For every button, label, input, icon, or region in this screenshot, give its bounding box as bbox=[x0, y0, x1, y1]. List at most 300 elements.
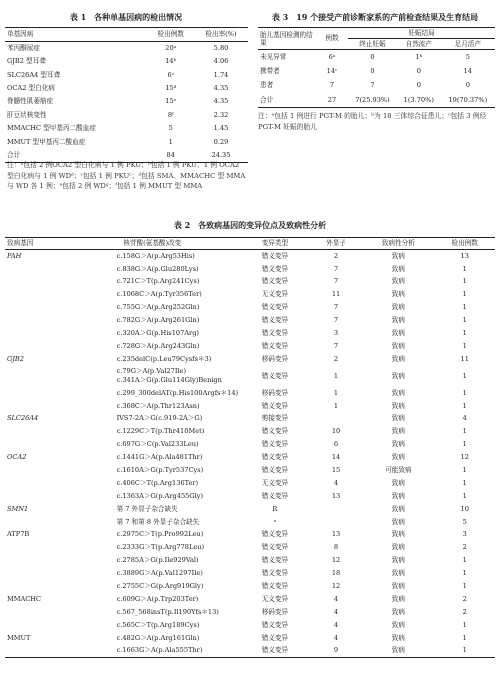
table3-cell-label: 携带者 bbox=[260, 66, 280, 75]
table2-cell-type: 移码变异 bbox=[261, 607, 289, 616]
table2-cell-type: 无义变异 bbox=[261, 478, 289, 487]
table2-cell-count: 1 bbox=[462, 491, 467, 500]
table2-change-text: c.3889G＞A(p.Val1297Ile) bbox=[116, 569, 203, 578]
table2-cell-exon: 7 bbox=[333, 341, 339, 350]
table2-cell-type: 错义变异 bbox=[261, 466, 289, 474]
table1-cell-disease: OCA2 型白化病 bbox=[7, 84, 55, 93]
table2-cell-change bbox=[65, 250, 241, 263]
table2-row bbox=[5, 275, 495, 288]
table2-cell-count: 11 bbox=[460, 354, 469, 363]
table2-cell-pathogenicity: 致病 bbox=[391, 354, 405, 363]
table2-cell-count: 1 bbox=[462, 264, 467, 273]
table2-cell-count: 1 bbox=[462, 646, 467, 655]
table1-cell-count: 15ᵈ bbox=[165, 84, 177, 93]
table2-cell-gene bbox=[5, 490, 65, 503]
table1 bbox=[5, 27, 248, 163]
table2-cell-gene bbox=[5, 464, 65, 477]
table2-change-text: c.368C＞A(p.Thr123Asn) bbox=[116, 401, 200, 410]
table1-cell-count: 5 bbox=[168, 124, 173, 133]
table2-change-text: c.406C＞T(p.Arg136Ter) bbox=[116, 478, 199, 487]
table1-row bbox=[5, 82, 248, 95]
table2-cell-pathogenicity: 致病 bbox=[391, 620, 405, 629]
table2-cell-change bbox=[65, 554, 241, 567]
table2-cell-pathogenicity: 致病 bbox=[391, 569, 405, 578]
table2-cell-exon: 13 bbox=[331, 530, 341, 539]
table2-cell-count: 5 bbox=[462, 517, 467, 526]
table3-cell-livebirth: 5 bbox=[465, 52, 470, 61]
table2-row bbox=[5, 464, 495, 477]
table2-cell-type: 错义变异 bbox=[261, 556, 289, 565]
table2-cell-exon: 14 bbox=[331, 453, 341, 462]
table3-cell-terminate: 0 bbox=[370, 66, 375, 75]
table2-row bbox=[5, 567, 495, 580]
table2-cell-change bbox=[65, 314, 241, 327]
table2-cell-gene: OCA2 bbox=[7, 453, 27, 462]
table2-cell-exon: 15 bbox=[331, 466, 341, 474]
table2-cell-count: 1 bbox=[462, 633, 467, 642]
table2-row bbox=[5, 399, 495, 412]
table2-cell-count: 12 bbox=[460, 453, 469, 462]
table2-change-text: c.235delC(p.Leu79Cysfs＊3) bbox=[116, 354, 212, 363]
table1-cell-rate: 4.06 bbox=[213, 57, 229, 66]
table2-change-text: c.697G＞C(p.Val233Leu) bbox=[116, 440, 199, 449]
table2-row bbox=[5, 314, 495, 327]
table3-header-cases: 例数 bbox=[325, 34, 339, 43]
table1-row bbox=[5, 42, 248, 55]
table3-header-miscarriage: 自然流产 bbox=[405, 39, 432, 48]
table2-cell-gene bbox=[5, 438, 65, 451]
table3-cell-terminate: 0 bbox=[370, 52, 375, 61]
table1-caption: 表 1 各种单基因病的检出情况 bbox=[69, 12, 183, 22]
table2-cell-pathogenicity: 致病 bbox=[391, 504, 405, 513]
table2-change-text: c.755G＞A(p.Arg252Gln) bbox=[116, 303, 200, 312]
table2-cell-pathogenicity: 致病 bbox=[391, 341, 405, 350]
table2-cell-count: 1 bbox=[462, 556, 467, 565]
table2-change-text: c.838G＞A(p.Glu280Lys) bbox=[116, 264, 199, 273]
table2-cell-exon: 7 bbox=[333, 303, 339, 312]
table2-cell-count: 10 bbox=[460, 504, 469, 513]
table2-change-text: c.609G＞A(p.Trp203Ter) bbox=[116, 594, 199, 603]
table2-cell-change bbox=[65, 619, 241, 632]
table3 bbox=[258, 27, 495, 108]
table2-cell-change bbox=[65, 528, 241, 541]
table2-cell-exon: 7 bbox=[333, 264, 339, 273]
table2-cell-count: 13 bbox=[460, 251, 469, 260]
table2-cell-pathogenicity: 致病 bbox=[391, 517, 405, 526]
table2-cell-exon: 2 bbox=[333, 354, 339, 363]
table2-cell-change bbox=[65, 438, 241, 451]
table3-header-row-1 bbox=[258, 28, 495, 39]
table2-cell-type: 错义变异 bbox=[261, 543, 289, 552]
table1-cell-rate: 4.35 bbox=[213, 97, 229, 106]
table1-header-rate: 检出率(%) bbox=[205, 30, 237, 39]
table3-cell-label: 合计 bbox=[260, 95, 274, 104]
table2-cell-gene bbox=[5, 275, 65, 288]
table2-cell-change bbox=[65, 580, 241, 593]
table2-cell-pathogenicity: 致病 bbox=[391, 646, 405, 655]
table2-header-exon: 外显子 bbox=[326, 239, 346, 248]
table2-cell-exon: 6 bbox=[333, 440, 339, 449]
table1-cell-rate: 4.35 bbox=[213, 84, 229, 93]
table3-cell-livebirth: 0 bbox=[465, 81, 470, 90]
table3-cell-cases: 6ᵃ bbox=[328, 52, 336, 61]
table3-cell-miscarriage: 0 bbox=[416, 66, 421, 75]
table2-row bbox=[5, 644, 495, 657]
table2-cell-exon: 1 bbox=[333, 371, 339, 380]
table2-row bbox=[5, 554, 495, 567]
table2-change-text: c.1441G＞A(p.Ala481Thr) bbox=[116, 453, 203, 462]
table2-cell-exon: 7 bbox=[333, 316, 339, 325]
table1-row bbox=[5, 68, 248, 81]
table2-cell-count: 1 bbox=[462, 277, 467, 286]
table2-cell-type: 错义变异 bbox=[261, 646, 289, 655]
table2-cell-pathogenicity: 致病 bbox=[391, 530, 405, 539]
table2-cell-exon: 12 bbox=[331, 582, 341, 591]
table2-cell-count: 2 bbox=[462, 594, 467, 603]
table2-change-text: c.1663G＞A(p.Ala555Thr) bbox=[116, 646, 203, 655]
table2-cell-type: 错义变异 bbox=[261, 427, 289, 436]
table1-cell-count: 20ᵃ bbox=[165, 44, 177, 53]
table2 bbox=[5, 237, 495, 658]
table2-change-text: c.79G＞A(p.Val27Ile) bbox=[116, 367, 187, 376]
table2-cell-exon: 4 bbox=[333, 607, 339, 616]
table2-cell-pathogenicity: 致病 bbox=[391, 491, 405, 500]
table3-row bbox=[258, 64, 495, 79]
table1-cell-rate: 1.45 bbox=[213, 124, 229, 133]
table1-cell-count: 1 bbox=[168, 137, 173, 146]
table2-change-text: IVS7-2A＞G(c.919-2A＞G) bbox=[116, 414, 203, 423]
table2-row bbox=[5, 366, 495, 387]
table2-row bbox=[5, 541, 495, 554]
table2-cell-change bbox=[65, 464, 241, 477]
table2-cell-exon: 1 bbox=[333, 388, 339, 397]
table2-cell-pathogenicity: 致病 bbox=[391, 371, 405, 380]
table2-change-text: c.1068C＞A(p.Tyr356Ter) bbox=[116, 290, 202, 299]
table2-cell-change bbox=[65, 340, 241, 353]
table2-cell-type: ᵃ bbox=[273, 517, 277, 526]
table2-change-text-2: c.341A＞G(p.Glu114Gly)Benign bbox=[116, 376, 222, 385]
table3-header-outcome: 妊娠结局 bbox=[348, 28, 495, 39]
table2-cell-type: R bbox=[272, 504, 278, 513]
table2-row bbox=[5, 387, 495, 400]
table2-cell-exon: 2 bbox=[333, 251, 339, 260]
table2-cell-exon: 1 bbox=[333, 401, 339, 410]
table1-cell-disease: 肝豆状核变性 bbox=[7, 110, 47, 119]
table2-cell-pathogenicity: 可能致病 bbox=[385, 466, 412, 474]
table2-cell-change bbox=[65, 503, 241, 516]
table1-cell-count: 8ᶠ bbox=[167, 110, 174, 119]
table1-cell-disease: 苯丙酮尿症 bbox=[7, 44, 40, 53]
table3-cell-terminate: 7 bbox=[370, 81, 375, 90]
table2-change-text: c.2975C＞T(p.Pro992Leu) bbox=[116, 530, 204, 539]
table2-cell-gene: MMACHC bbox=[7, 594, 42, 603]
table2-cell-change bbox=[65, 644, 241, 657]
table2-cell-exon: 4 bbox=[333, 594, 339, 603]
table2-header-count: 检出例数 bbox=[451, 239, 478, 248]
table2-cell-exon: 12 bbox=[331, 556, 341, 565]
table2-row bbox=[5, 477, 495, 490]
table1-row bbox=[5, 108, 248, 121]
table2-cell-exon: 11 bbox=[331, 290, 341, 299]
table2-cell-gene bbox=[5, 301, 65, 314]
table2-cell-pathogenicity: 致病 bbox=[391, 264, 405, 273]
table2-change-text: 第 7 和第 8 外显子杂合缺失 bbox=[116, 517, 200, 526]
table3-cell-label: 患者 bbox=[260, 81, 274, 90]
table2-cell-exon: 4 bbox=[333, 478, 339, 487]
table2-cell-type: 错义变异 bbox=[261, 620, 289, 629]
table1-row bbox=[5, 135, 248, 148]
table2-cell-change bbox=[65, 515, 241, 528]
table2-cell-change bbox=[65, 353, 241, 366]
table2-cell-type: 错义变异 bbox=[261, 440, 289, 449]
table2-cell-pathogenicity: 致病 bbox=[391, 316, 405, 325]
table2-cell-pathogenicity: 致病 bbox=[391, 401, 405, 410]
table2-cell-count: 1 bbox=[462, 569, 467, 578]
table2-cell-change bbox=[65, 490, 241, 503]
table2-cell-change bbox=[65, 327, 241, 340]
table2-row bbox=[5, 451, 495, 464]
table2-cell-type: 错义变异 bbox=[261, 401, 289, 410]
table3-row bbox=[258, 50, 495, 65]
table2-cell-pathogenicity: 致病 bbox=[391, 414, 405, 423]
table3-row bbox=[258, 79, 495, 94]
table2-cell-change bbox=[65, 366, 241, 387]
table1-cell-count: 84 bbox=[166, 150, 175, 159]
table2-cell-exon: 4 bbox=[333, 620, 339, 629]
table1-cell-disease: 脊髓性肌萎缩症 bbox=[7, 97, 54, 106]
table2-cell-count: 1 bbox=[462, 427, 467, 436]
table2-cell-gene bbox=[5, 262, 65, 275]
table2-cell-exon bbox=[310, 412, 363, 425]
table2-change-text: c.2785A＞G(p.Ile929Val) bbox=[116, 556, 199, 565]
table2-header-row bbox=[5, 238, 495, 250]
table2-cell-gene bbox=[5, 644, 65, 657]
table2-header-change: 核苷酸(氨基酸)改变 bbox=[123, 239, 182, 248]
table2-cell-gene bbox=[5, 314, 65, 327]
table2-cell-count: 1 bbox=[462, 341, 467, 350]
table1-cell-disease: SLC26A4 型耳聋 bbox=[7, 70, 61, 79]
table2-cell-pathogenicity: 致病 bbox=[391, 582, 405, 591]
table2-cell-count: 1 bbox=[462, 388, 467, 397]
table2-row bbox=[5, 528, 495, 541]
table1-note: 注：ᵃ包括 2 例OCA2 型白化病与 1 例 PKU；ᵇ包括 1 例 PKU、1 例 OCA2 型白化病与 1 例 WDᵈ；ᶜ包括 1 例 PKUᶜ；ᵈ包括 SMA、MMACHC 型 MMA 与 WD 各 1 例；ᵉ包括 2 例 WDᵍ；ᶠ包括 1 例 MMUT 型 MMA bbox=[7, 161, 246, 191]
table2-change-text: c.2333G＞T(p.Arg778Leu) bbox=[116, 543, 205, 552]
table1-header-count: 检出例数 bbox=[157, 30, 184, 39]
table1-cell-disease: 合计 bbox=[7, 150, 21, 159]
table2-cell-change bbox=[65, 412, 241, 425]
table3-cell-cases: 27 bbox=[327, 95, 337, 104]
table2-cell-type: 错义变异 bbox=[261, 569, 289, 578]
table2-cell-type: 移码变异 bbox=[261, 388, 289, 397]
table2-change-text: c.728G＞A(p.Arg243Gln) bbox=[116, 341, 200, 350]
table2-cell-type: 错义变异 bbox=[261, 371, 289, 380]
table3-cell-label: 未见异常 bbox=[260, 52, 287, 61]
table2-header-gene: 致病基因 bbox=[7, 239, 34, 248]
table1-header-disease: 单基因病 bbox=[7, 30, 34, 39]
table2-cell-type: 错义变异 bbox=[261, 264, 289, 273]
table2-cell-pathogenicity: 致病 bbox=[391, 478, 405, 487]
table2-cell-gene: MMUT bbox=[7, 633, 31, 642]
table2-cell-change bbox=[65, 301, 241, 314]
table2-cell-gene bbox=[5, 477, 65, 490]
table2-header-type: 变异类型 bbox=[261, 239, 289, 248]
table2-cell-count: 1 bbox=[462, 316, 467, 325]
table2-cell-change bbox=[65, 399, 241, 412]
table2-cell-pathogenicity: 致病 bbox=[391, 427, 405, 436]
table1-cell-disease: MMUT 型甲基丙二酸血症 bbox=[7, 137, 86, 146]
table2-cell-pathogenicity: 致病 bbox=[391, 328, 405, 337]
table2-row bbox=[5, 593, 495, 606]
table2-cell-pathogenicity: 致病 bbox=[391, 543, 405, 552]
table2-cell-gene: GJB2 bbox=[7, 354, 24, 363]
table2-change-text: c.565C＞T(p.Arg189Cys) bbox=[116, 620, 200, 629]
table2-cell-pathogenicity: 致病 bbox=[391, 440, 405, 449]
table2-cell-change bbox=[65, 631, 241, 644]
table2-change-text: c.1610A＞G(p.Tyr537Cys) bbox=[116, 466, 204, 474]
table2-cell-type: 错义变异 bbox=[261, 251, 289, 260]
table2-cell-count: 4 bbox=[462, 414, 467, 423]
table2-cell-change bbox=[65, 425, 241, 438]
table2-cell-exon: 18 bbox=[331, 569, 341, 578]
table2-cell-gene bbox=[5, 606, 65, 619]
table3-row bbox=[258, 93, 495, 108]
table2-cell-count: 1 bbox=[462, 478, 467, 487]
table2-cell-count: 3 bbox=[462, 530, 467, 539]
table2-change-text: c.1363A＞G(p.Arg455Gly) bbox=[116, 491, 204, 500]
table2-cell-gene: ATP7B bbox=[7, 530, 30, 539]
table2-cell-count: 1 bbox=[462, 620, 467, 629]
table3-cell-miscarriage: 1ᵇ bbox=[415, 52, 423, 61]
table2-cell-count: 1 bbox=[462, 582, 467, 591]
table2-cell-change bbox=[65, 387, 241, 400]
table2-cell-gene bbox=[5, 366, 65, 387]
table1-cell-rate: 0.29 bbox=[213, 137, 229, 146]
table2-cell-count: 1 bbox=[462, 440, 467, 449]
table2-change-text: c.299_300delAT(p.His100Argfs＊14) bbox=[116, 388, 239, 397]
table2-cell-gene bbox=[5, 541, 65, 554]
table2-cell-exon: 9 bbox=[333, 646, 339, 655]
table2-cell-gene bbox=[5, 554, 65, 567]
table2-cell-change bbox=[65, 262, 241, 275]
table2-cell-change bbox=[65, 541, 241, 554]
table2-cell-exon: 4 bbox=[333, 633, 339, 642]
table2-row bbox=[5, 301, 495, 314]
table2-cell-type: 错义变异 bbox=[261, 633, 289, 642]
table2-change-text: c.1229C＞T(p.Thr410Met) bbox=[116, 427, 205, 436]
table2-cell-change bbox=[65, 477, 241, 490]
table2-cell-pathogenicity: 致病 bbox=[391, 594, 405, 603]
table2-cell-type: 移码变异 bbox=[261, 354, 289, 363]
table2-change-text: c.721C＞T(p.Arg241Cys) bbox=[116, 277, 200, 286]
table1-cell-count: 6ᶜ bbox=[167, 70, 174, 79]
table2-cell-exon: 3 bbox=[333, 328, 339, 337]
table1-row bbox=[5, 122, 248, 135]
table2-cell-type: 错义变异 bbox=[261, 303, 289, 312]
table2-cell-type: 错义变异 bbox=[261, 328, 289, 337]
table2-cell-count: 1 bbox=[462, 290, 467, 299]
table2-change-text: c.482G＞A(p.Arg161Gln) bbox=[116, 633, 200, 642]
table1-header-row bbox=[5, 28, 248, 42]
table2-cell-change bbox=[65, 275, 241, 288]
table2-row bbox=[5, 631, 495, 644]
table2-cell-type: 剪接变异 bbox=[261, 414, 289, 423]
table3-cell-miscarriage: 1(3.70%) bbox=[403, 95, 434, 104]
table1-row bbox=[5, 55, 248, 68]
table2-cell-type: 无义变异 bbox=[261, 594, 289, 603]
table2-cell-gene bbox=[5, 515, 65, 528]
table2-cell-pathogenicity: 致病 bbox=[391, 277, 405, 286]
table2-cell-exon: 10 bbox=[331, 427, 341, 436]
table2-cell-type: 错义变异 bbox=[261, 453, 289, 462]
table2-cell-gene: SMN1 bbox=[7, 504, 29, 513]
table2-cell-gene bbox=[5, 580, 65, 593]
table2-row bbox=[5, 327, 495, 340]
table2-cell-type: 错义变异 bbox=[261, 316, 289, 325]
table1-row bbox=[5, 95, 248, 108]
table2-cell-count: 1 bbox=[462, 371, 467, 380]
table2-cell-gene bbox=[5, 567, 65, 580]
table3-header-terminate: 终止妊娠 bbox=[359, 39, 386, 48]
table2-cell-exon: 8 bbox=[333, 543, 339, 552]
table2-cell-gene bbox=[5, 425, 65, 438]
table2-row bbox=[5, 262, 495, 275]
table2-cell-count: 1 bbox=[462, 401, 467, 410]
table2-cell-pathogenicity: 致病 bbox=[391, 388, 405, 397]
table1-cell-rate: 5.80 bbox=[213, 44, 229, 53]
table3-caption: 表 3 19 个接受产前诊断家系的产前检查结果及生育结局 bbox=[271, 12, 479, 22]
table2-change-text: 第 7 外显子杂合缺失 bbox=[116, 504, 178, 513]
table2-cell-pathogenicity: 致病 bbox=[391, 633, 405, 642]
table2-row bbox=[5, 515, 495, 528]
table2-cell-gene bbox=[5, 327, 65, 340]
table2-cell-pathogenicity: 致病 bbox=[391, 607, 405, 616]
table2-change-text: c.782G＞A(p.Arg261Gln) bbox=[116, 316, 200, 325]
table2-caption: 表 2 各致病基因的变异位点及致病性分析 bbox=[173, 220, 327, 230]
table2-change-text: c.567_568insT(p.Il190Yfs＊13) bbox=[116, 607, 219, 616]
table1-cell-rate: 2.32 bbox=[213, 110, 229, 119]
table2-cell-pathogenicity: 致病 bbox=[391, 290, 405, 299]
table3-cell-terminate: 7(25.93%) bbox=[355, 95, 390, 104]
table2-row bbox=[5, 353, 495, 366]
table2-cell-change bbox=[65, 567, 241, 580]
table2-row bbox=[5, 438, 495, 451]
table2-cell-change bbox=[65, 593, 241, 606]
table2-cell-type: 无义变异 bbox=[261, 290, 289, 299]
table2-cell-pathogenicity: 致病 bbox=[391, 453, 405, 462]
table3-cell-miscarriage: 0 bbox=[416, 81, 421, 90]
table2-cell-count: 1 bbox=[462, 303, 467, 312]
table2-row bbox=[5, 340, 495, 353]
table1-cell-disease: GJB2 型耳聋 bbox=[7, 57, 46, 66]
table2-cell-gene: SLC26A4 bbox=[7, 414, 39, 423]
table2-change-text: c.158G＞A(p.Arg53His) bbox=[116, 251, 195, 260]
table3-header-livebirth: 足月活产 bbox=[454, 39, 481, 48]
table2-cell-exon bbox=[310, 503, 363, 516]
table2-cell-exon bbox=[310, 515, 363, 528]
table2-cell-pathogenicity: 致病 bbox=[391, 556, 405, 565]
table2-cell-gene bbox=[5, 619, 65, 632]
table1-cell-count: 15ᵉ bbox=[165, 97, 177, 106]
table2-cell-count: 1 bbox=[462, 466, 467, 474]
table3-cell-livebirth: 14 bbox=[463, 66, 473, 75]
table1-cell-count: 14ᵇ bbox=[165, 57, 177, 66]
table2-header-pathogenicity: 致病性分析 bbox=[381, 239, 415, 248]
table2-cell-change bbox=[65, 606, 241, 619]
table2-cell-gene: PAH bbox=[7, 251, 22, 260]
table2-row bbox=[5, 288, 495, 301]
table2-row bbox=[5, 490, 495, 503]
table2-cell-type: 错义变异 bbox=[261, 530, 289, 539]
